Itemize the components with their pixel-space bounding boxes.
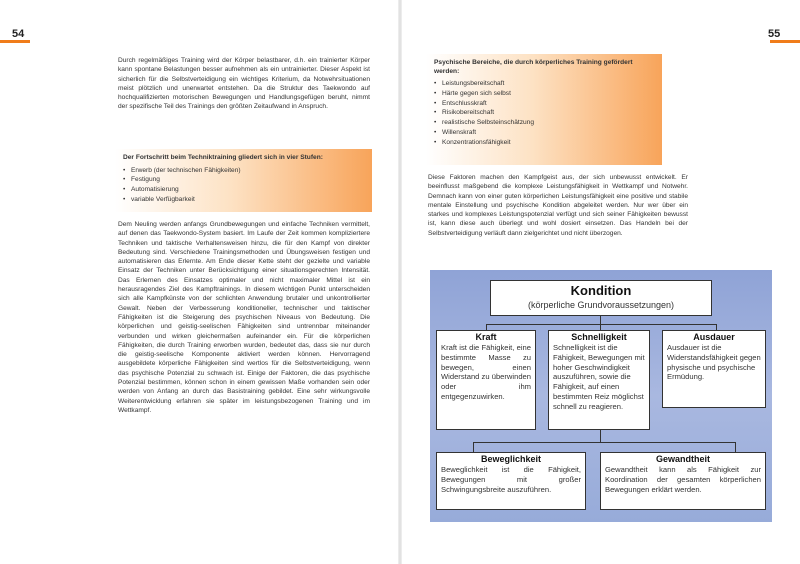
page-number-bar-left (0, 40, 30, 43)
connector-line (473, 442, 735, 443)
psychological-areas-heading: Psychische Bereiche, die durch körperliches Training gefördert werden: (434, 59, 633, 75)
list-item: • Härte gegen sich selbst (434, 89, 654, 99)
kondition-title-box (490, 280, 712, 316)
ausdauer-text: Ausdauer ist die Widerstandsfähigkeit gegen physische und psychische Ermüdung. (667, 343, 761, 382)
training-stages-box (115, 149, 372, 212)
list-item: • realistische Selbsteinschätzung (434, 118, 654, 128)
training-stages-list (123, 166, 364, 205)
list-item: • Entschlusskraft (434, 99, 654, 109)
kraft-box (436, 330, 536, 430)
list-item: • Konzentrationsfähigkeit (434, 138, 654, 148)
page-number-left: 54 (12, 28, 25, 40)
beweglichkeit-box (436, 452, 586, 510)
kondition-title: Kondition (570, 283, 632, 298)
list-item: • Automatisierung (123, 185, 364, 195)
gewandtheit-text: Gewandtheit kann als Fähigkeit zur Koordination der gesamten körperlichen Bewegungen erklärt werden. (605, 465, 761, 494)
list-item: • Risikobereitschaft (434, 108, 654, 118)
psychological-areas-list (434, 79, 654, 148)
list-item: • Erwerb (der technischen Fähigkeiten) (123, 166, 364, 176)
schnelligkeit-box (548, 330, 650, 430)
ausdauer-box (662, 330, 766, 408)
kondition-subtitle: (körperliche Grundvoraussetzungen) (527, 300, 675, 310)
list-item: • variable Verfügbarkeit (123, 195, 364, 205)
schnelligkeit-title: Schnelligkeit (571, 332, 627, 342)
list-item: • Festigung (123, 175, 364, 185)
gewandtheit-title: Gewandtheit (655, 454, 710, 464)
list-item: • Leistungsbereitschaft (434, 79, 654, 89)
connector-line (473, 442, 474, 452)
connector-line (735, 442, 736, 452)
psychological-areas-box (426, 54, 662, 165)
connector-line (486, 324, 716, 325)
list-item: • Willenskraft (434, 128, 654, 138)
page-number-right: 55 (768, 28, 781, 40)
right-page (400, 0, 800, 564)
body-paragraph: Dem Neuling werden anfangs Grundbewegungen und einfache Techniken vermittelt, auf denen das Taekwondo-System basiert. Im Laufe der Zeit kommen kompliziertere Techniken und taktische Verhaltensweisen hinzu, die für den Kampf von direkter Bedeutung sind. Verschiedene Trainingsmethoden und Übungsweisen festigen und automatisieren das Erlernte. Am Ende dieser Kette steht der gezielte und variable Einsatz der Techniken unter Berücksichtigung einer situationsgerechten Intensität. Das Erlernen des Einsatzes optimaler und nicht maximaler Mittel ist ein herausragendes Ziel des Kampftrainings. In diesem wichtigen Punkt unterscheiden sich alle Kampfkünste von der schlichten Anwendung brutaler und unkontrollierter Gewalt. Neben der Verbesserung konditioneller, technischer und taktischer Fähigkeiten ist die Steigerung des psychischen Niveaus von Bedeutung. Die körperlichen und geistig-seelischen Fähigkeiten sind untrennbar miteinander verbunden und wirken gleichermaßen aufeinander ein. Für die körperlichen Fähigkeiten, die durch Training erworben wurden, bedeutet das, dass sie nur durch die geistig-seelische Komponente aktiviert werden können. Hervorragend ausgebildete körperliche Fähigkeiten sind wertlos für die Selbstverteidigung, wenn das psychische Potenzial zu schwach ist. Einige der Faktoren, die das psychische Potenzial bestimmen, können schon in einem gewissen Maße vorhanden sein oder werden von Anfang an durch das Basistraining gebildet. Eine sehr wirkungsvolle Weiterentwicklung erfahren sie später im leistungsbezogenen Training und im Wettkampf. (118, 221, 370, 414)
kondition-diagram (430, 270, 772, 522)
kraft-text: Kraft ist die Fähigkeit, eine bestimmte Masse zu bewegen, einen Widerstand zu überwinden oder ihm entgegenzuwirken. (441, 343, 531, 401)
kraft-title: Kraft (475, 332, 497, 342)
beweglichkeit-title: Beweglichkeit (480, 454, 542, 464)
training-stages-heading: Der Fortschritt beim Techniktraining gliedert sich in vier Stufen: (123, 154, 323, 161)
schnelligkeit-text: Schnelligkeit ist die Fähigkeit, Bewegungen mit hoher Geschwindigkeit auszuführen, sowie die Fähigkeit, auf einen bestimmten Reiz möglichst schnell zu reagieren. (553, 343, 645, 411)
ausdauer-title: Ausdauer (693, 332, 735, 342)
beweglichkeit-text: Beweglichkeit ist die Fähigkeit, Bewegungen mit großer Schwingungsbreite auszuführen. (441, 465, 581, 494)
connector-line (600, 430, 601, 442)
gewandtheit-box (600, 452, 766, 510)
kampfgeist-paragraph: Diese Faktoren machen den Kampfgeist aus, der sich unbewusst entwickelt. Er beeinflusst maßgebend die komplexe Leistungsfähigkeit in Wettkampf und Notwehr. Demnach kann von einer guten körperlichen Leistungsfähigkeit eine positive und stabile mentale Einstellung und psychische Kondition abgeleitet werden. Nur wer über ein starkes und komplexes Leistungspotenzial verfügt und sich seiner Fähigkeiten bewusst ist, kann diese auch überlegt und wohl dosiert einsetzen. Das Handeln bei der Selbstverteidigung verläuft dann zielgerichtet und nicht überzogen. (428, 174, 688, 237)
connector-line (600, 316, 601, 324)
intro-paragraph: Durch regelmäßiges Training wird der Körper belastbarer, d.h. ein trainierter Körper kann spontane Belastungen besser aufnehmen als ein untrainierter. Dieser Aspekt ist sicherlich für die Selbstverteidigung ein wichtiges Kriterium, da Notwehrsituationen meist plötzlich und unerwartet entstehen. Da die Struktur des Taekwondo auf hochqualifizierten motorischen Bewegungen und Handlungsgefügen beruht, nimmt der spezifische Teil des Trainings den größten Zeitaufwand in Anspruch. (118, 57, 370, 111)
page-number-bar-right (770, 40, 800, 43)
